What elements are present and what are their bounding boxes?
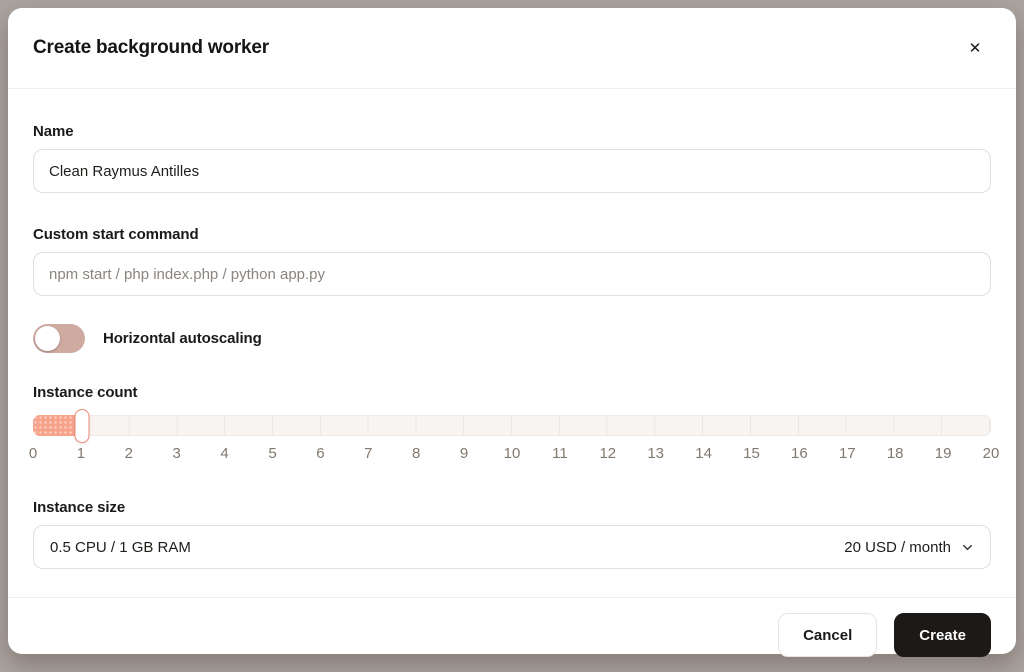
slider-tick-label: 11 — [552, 445, 568, 462]
slider-tick-label: 20 — [982, 445, 1000, 462]
slider-tick-label: 10 — [503, 445, 521, 462]
slider-tick-label: 1 — [76, 445, 86, 462]
close-icon[interactable]: ✕ — [959, 32, 991, 64]
slider-tick-label: 14 — [695, 445, 712, 462]
slider-tick-label: 9 — [459, 445, 469, 462]
dialog-header — [8, 8, 1016, 89]
instance-size-label: Instance size — [33, 499, 126, 516]
instance-size-select[interactable] — [33, 525, 991, 569]
slider-tick-label: 5 — [268, 445, 277, 462]
slider-tick-label: 19 — [934, 445, 952, 462]
instance-count-label: Instance count — [33, 384, 138, 401]
dialog-title: Create background worker — [33, 37, 269, 58]
instance-size-right — [844, 539, 974, 556]
slider-tick-label: 3 — [172, 445, 181, 462]
slider-tick-labels — [28, 445, 1000, 463]
slider-tick-label: 12 — [599, 445, 617, 462]
slider-track[interactable] — [33, 415, 991, 436]
slider-tick-label: 15 — [743, 445, 760, 462]
instance-size-value: 0.5 CPU / 1 GB RAM — [50, 538, 191, 556]
slider-thumb[interactable] — [74, 409, 89, 443]
slider-tick-label: 4 — [220, 445, 229, 462]
slider-tick-label: 6 — [316, 445, 325, 462]
slider-tick-label: 18 — [886, 445, 904, 462]
name-label: Name — [33, 123, 74, 140]
slider-tick-label: 7 — [364, 445, 373, 462]
dialog-footer — [8, 597, 1016, 657]
autoscaling-toggle[interactable] — [33, 324, 85, 353]
start-command-input[interactable] — [33, 252, 991, 296]
name-input[interactable] — [33, 149, 991, 193]
chevron-down-icon — [961, 541, 974, 554]
slider-tick-label: 13 — [647, 445, 665, 462]
slider-tick-label: 2 — [124, 445, 133, 462]
toggle-knob — [35, 326, 60, 351]
autoscaling-row — [33, 324, 991, 353]
slider-tick-label: 17 — [838, 445, 856, 462]
instance-size-price: 20 USD / month — [844, 538, 951, 556]
slider-tick-label: 0 — [28, 445, 38, 462]
autoscaling-label: Horizontal autoscaling — [103, 330, 262, 347]
instance-count-slider — [28, 415, 1000, 463]
cancel-button[interactable]: Cancel — [778, 613, 877, 657]
dialog-body — [8, 89, 1016, 569]
slider-tick-label: 16 — [791, 445, 808, 462]
slider-tick-label: 8 — [412, 445, 421, 462]
create-button[interactable]: Create — [894, 613, 991, 657]
start-command-label: Custom start command — [33, 226, 199, 243]
create-background-worker-dialog — [8, 8, 1016, 654]
